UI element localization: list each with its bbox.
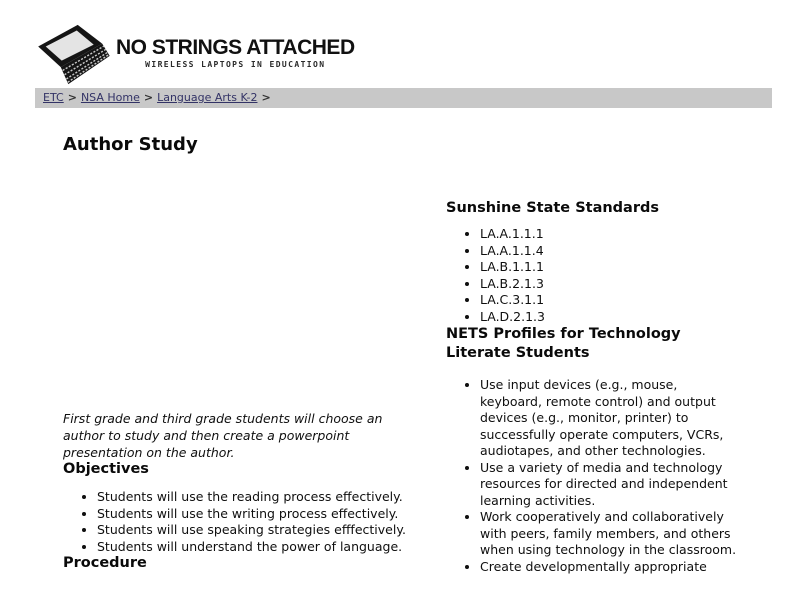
logo-text: [116, 37, 355, 69]
breadcrumb-separator: >: [67, 91, 77, 104]
list-item: • Students will use the reading process effectively.: [97, 489, 443, 506]
list-item: • Use input devices (e.g., mouse, keyboard, remote control) and output devices (e.g., monitor, printer) to successfully operate computers, VCRs, audiotapes, and other technologies.: [480, 377, 742, 460]
intro-paragraph: First grade and third grade students will choose an author to study and then create a powerpoint presentation on the author.: [63, 411, 383, 460]
nets-list: [446, 377, 742, 575]
standards-heading: Sunshine State Standards: [446, 200, 659, 216]
logo-tagline: WIRELESS LAPTOPS IN EDUCATION: [145, 60, 326, 69]
breadcrumb-separator: >: [261, 91, 271, 104]
list-item: • Use a variety of media and technology resources for directed and independent learning activities.: [480, 460, 742, 510]
list-item: • Create developmentally appropriate: [480, 559, 742, 576]
nets-heading: NETS Profiles for Technology Literate Students: [446, 326, 681, 362]
standards-list: [446, 226, 746, 325]
list-item: • LA.D.2.1.3: [480, 309, 746, 326]
left-column: [63, 410, 443, 571]
breadcrumb: [35, 88, 772, 108]
list-item: • Students will use speaking strategies efffectively.: [97, 522, 443, 539]
list-item: • LA.A.1.1.4: [480, 243, 746, 260]
breadcrumb-separator: >: [143, 91, 154, 104]
breadcrumb-link-language-arts-k2[interactable]: Language Arts K-2: [157, 91, 258, 104]
objectives-list: [63, 489, 443, 555]
list-item: • LA.B.1.1.1: [480, 259, 746, 276]
list-item: • LA.C.3.1.1: [480, 292, 746, 309]
logo-title: NO STRINGS ATTACHED: [116, 36, 355, 59]
list-item: • Work cooperatively and collaboratively with peers, family members, and others when using technology in the classroom.: [480, 509, 742, 559]
objectives-heading: Objectives: [63, 461, 149, 477]
list-item: • LA.B.2.1.3: [480, 276, 746, 293]
laptop-icon: [33, 22, 113, 86]
list-item: • LA.A.1.1.1: [480, 226, 746, 243]
breadcrumb-link-nsa-home[interactable]: NSA Home: [80, 91, 140, 104]
list-item: • Students will understand the power of language.: [97, 539, 443, 556]
list-item: • Students will use the writing process effectively.: [97, 506, 443, 523]
page-title: Author Study: [63, 134, 198, 155]
site-logo: [33, 22, 355, 86]
breadcrumb-link-etc[interactable]: ETC: [43, 91, 64, 104]
procedure-heading: Procedure: [63, 555, 147, 571]
right-column: [446, 200, 746, 575]
